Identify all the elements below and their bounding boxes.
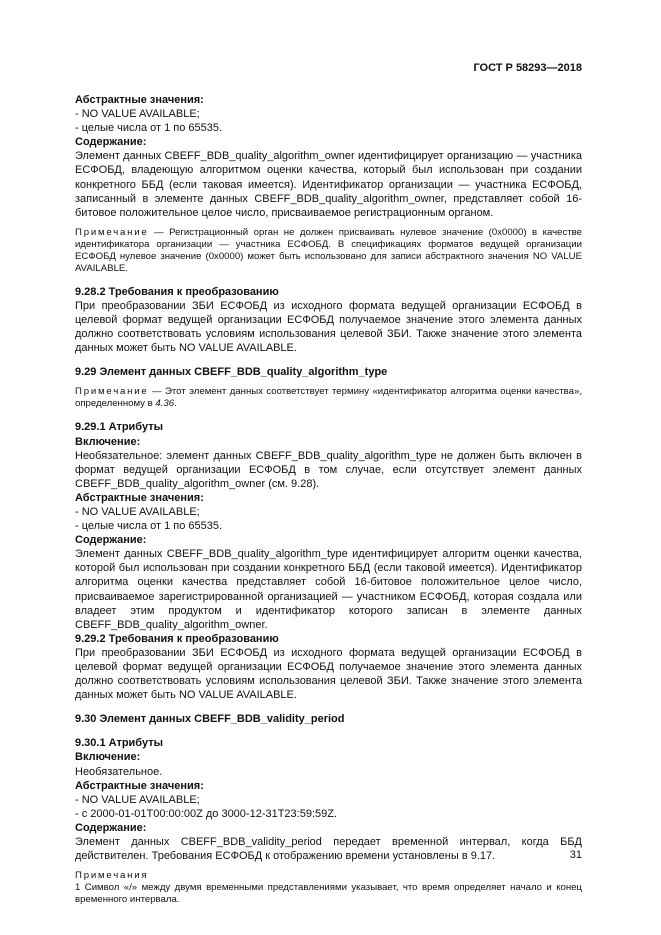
section-title-9-28-2: 9.28.2 Требования к преобразованию	[75, 285, 279, 298]
notes-label: Примечания	[75, 870, 149, 882]
inclusion-value: Необязательное.	[75, 765, 163, 778]
inclusion-label: Включение:	[75, 435, 141, 448]
abstract-values-label: Абстрактные значения:	[75, 779, 204, 792]
content-paragraph: Элемент данных CBEFF_BDB_validity_period передает временной интервал, когда ББД действителен. Требования ЕСФОБД к отображению времени установлены в 9.17.	[75, 836, 582, 863]
inclusion-label: Включение:	[75, 751, 141, 764]
note-label: Примечание	[75, 226, 149, 238]
document-code: ГОСТ Р 58293—2018	[473, 62, 582, 74]
section-title-9-29-2: 9.29.2 Требования к преобразованию	[75, 632, 279, 645]
note-paragraph: 1 Символ «/» между двумя временными представлениями указывает, что время определяет начало и конец временного интервала.	[75, 882, 582, 906]
note-text: — Этот элемент данных соответствует термину «идентификатор алгоритма оценки качества», определенному в	[75, 386, 582, 410]
content-label: Содержание:	[75, 821, 147, 834]
list-item: - целые числа от 1 по 65535.	[75, 122, 223, 135]
inclusion-paragraph: Необязательное: элемент данных CBEFF_BDB_quality_algorithm_type не должен быть включен в формат ведущей организации ЕСФОБД в том случае, если отсутствует элемент данных CBEFF_BDB_quality_algorithm_owner (см. 9.28).	[75, 449, 582, 490]
note-label: Примечание	[75, 386, 149, 398]
list-item: - с 2000-01-01T00:00:00Z до 3000-12-31T23:59:59Z.	[75, 807, 338, 820]
section-title-9-30-1: 9.30.1 Атрибуты	[75, 737, 163, 750]
page-number: 31	[569, 849, 582, 861]
content-paragraph: Элемент данных CBEFF_BDB_quality_algorithm_owner идентифицирует организацию — участника ЕСФОБД, владеющую алгоритмом оценки качества, который был использован при создании конкретного ББД (если таковая имеется). Идентификатор организации — участника ЕСФОБД, записанный в элементе данных CBEFF_BDB_quality_algorithm_owner, представляет собой 16-битовое положительное целое число, присваиваемое регистрационным органом.	[75, 150, 582, 219]
section-title-9-30: 9.30 Элемент данных CBEFF_BDB_validity_period	[75, 713, 345, 726]
list-item: - целые числа от 1 по 65535.	[75, 520, 223, 533]
notes-heading	[75, 870, 582, 882]
section-paragraph: При преобразовании ЗБИ ЕСФОБД из исходного формата ведущей организации ЕСФОБД в целевой формат ведущей организации ЕСФОБД получаемое значение этого элемента данных должно соответствовать условиям использования целевой ЗБИ. Также значение этого элемента данных может быть NO VALUE AVAILABLE.	[75, 299, 582, 355]
section-title-9-29-1: 9.29.1 Атрибуты	[75, 421, 163, 434]
section-title-9-29: 9.29 Элемент данных CBEFF_BDB_quality_algorithm_type	[75, 366, 388, 379]
abstract-values-label: Абстрактные значения:	[75, 491, 204, 504]
note-reference: 4.36	[155, 398, 175, 410]
list-item: - NO VALUE AVAILABLE;	[75, 793, 200, 806]
note-text: — Регистрационный орган не должен присваивать нулевое значение (0x0000) в качестве идентификатора организации — участника ЕСФОБД. В спецификациях форматов ведущей организации ЕСФОБД нулевое значение (0x0000) может быть использовано для записи абстрактного значения NO VALUE AVAILABLE.	[75, 226, 582, 274]
list-item: - NO VALUE AVAILABLE;	[75, 108, 200, 121]
content-label: Содержание:	[75, 534, 147, 547]
content-label: Содержание:	[75, 136, 147, 149]
section-paragraph: При преобразовании ЗБИ ЕСФОБД из исходного формата ведущей организации ЕСФОБД в целевой формат ведущей организации ЕСФОБД получаемое значение этого элемента данных должно соответствовать условиям использования целевой ЗБИ. Также значение этого элемента данных может быть NO VALUE AVAILABLE.	[75, 646, 582, 702]
content-paragraph: Элемент данных CBEFF_BDB_quality_algorithm_type идентифицирует алгоритм оценки качества, которой был использован при создании конкретного ББД (если таковой имеется). Идентификатор алгоритма оценки качества представляет собой 16-битовое положительное целое число, присваиваемое зарегистрированной организацией — участником ЕСФОБД, которая создала или владеет этим продуктом и идентификатор которого записан в элементе данных CBEFF_BDB_quality_algorithm_owner.	[75, 548, 582, 631]
note-paragraph	[75, 227, 582, 275]
note-paragraph	[75, 386, 582, 410]
page-content	[75, 93, 582, 906]
note-end: .	[174, 398, 177, 410]
list-item: - NO VALUE AVAILABLE;	[75, 505, 200, 518]
abstract-values-label: Абстрактные значения:	[75, 94, 204, 106]
